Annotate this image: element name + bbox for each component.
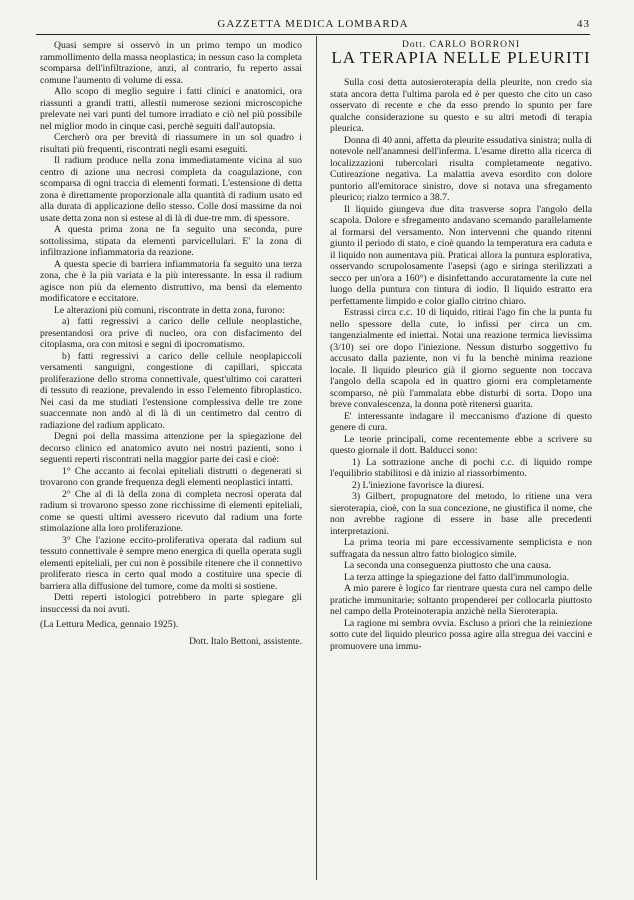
header-rule [36, 34, 590, 35]
page-number: 43 [577, 18, 590, 30]
paragraph: Le alterazioni più comuni, riscontrate in detta zona, furono: [54, 304, 285, 316]
paragraph: Il radium produce nella zona immediatamente vicina al suo centro di azione una necrosi completa da coagulazione, con scomparsa di ogni traccia di elementi formati. L'estensione di detta zona è direttamente proporzionale alla quantità di radium usato ed alla durata di applicazione dello stesso. Colle dosi massime da noi usate detta zona non si estese al di là di due-tre mm. di spessore. [40, 155, 302, 224]
numbered-item: 2° Che al di là della zona di completa necrosi operata dal radium si trovarono spesso zone ricchissime di elementi epiteliali, come se questi ultimi avessero ricevuto dal radium una forte stimolazione alla loro proliferazione. [40, 488, 302, 534]
paragraph: A questa specie di barriera infiammatoria fa seguito una terza zona, che è la più variata e la più interessante. In essa il radium agisce non più da elemento distruttivo, ma bensì da elemento modificatore e eccitatore. [40, 258, 302, 304]
paragraph: Cercherò ora per brevità di riassumere in un sol quadro i risultati più frequenti, riscontrati negli esami eseguiti. [40, 132, 302, 155]
paragraph: A questa prima zona ne fa seguito una seconda, pure sottolissima, stipata da elementi parvicellulari. E' la zona di infiltrazione infiammatoria da reazione. [40, 224, 302, 258]
numbered-item: 3° Che l'azione eccito-proliferativa operata dal radium sul tessuto connettivale è sempre meno energica di quella operata sugli elementi epiteliali, per cui non è possibile ritenere che il connettivo proliferato riesca in certo qual modo a costituire una specie di barriera alla diffusione del tumore, come da molti si sostiene. [40, 534, 302, 592]
journal-title: GAZZETTA MEDICA LOMBARDA [217, 18, 409, 30]
paragraph: Detti reperti istologici potrebbero in parte spiegare gli insuccessi da noi avuti. [40, 592, 302, 615]
paragraph: Estrassi circa c.c. 10 di liquido, ritirai l'ago fin che la punta fu nello spessore della cute, lo infissi per circa un cm. tangenzialmente ed iniettai. Notai una reazione termica lievissima (3/10) sei ore dopo l'iniezione. Nessun disturbo soggettivo fu accusato dalla paziente, non vi fu la benchè minima reazione locale. Il liquido pleurico già il giorno seguente non toccava l'angolo della scapola ed in quattro giorni era completamente scomparso, nè più l'ammalata ebbe disturbi di sorta. Dopo una breve convalescenza, la donna potè ritenersi guarita. [330, 307, 592, 410]
paragraph: Sulla cosi detta autosieroterapia della pleurite, non credo sia stata ancora detta l'ultima parola ed è per questo che cito un caso osservato di recente e che da esso prendo lo spunto per fare qualche considerazione su questo e su altri metodi di terapia pleurica. [330, 77, 592, 134]
paragraph: Il liquido giungeva due dita trasverse sopra l'angolo della scapola. Dolore e sfregamento andavano scemando parallelamente al formarsi del versamento. Non intervenni che quando ritenni giunto il periodo di stato, e cioè quando la temperatura era caduta e il liquido non aumentava più. Praticai allora la puntura esplorativa, osservando scrupolosamente l'asepsi (ago e siringa sterilizzati a secco per un'ora a 160°) e disinfettando accuratamente la cute nel luogo della puntura con tintura di iodio. Il liquido estratto era perfettamente limpido e color giallo citrino chiaro. [330, 203, 592, 307]
right-column [330, 40, 592, 652]
numbered-item: 2) L'iniezione favorisce la diuresi. [352, 479, 485, 491]
paragraph: Allo scopo di meglio seguire i fatti clinici e anatomici, ora riassunti a grandi tratti, allestii numerose sezioni microscopiche prelevate nei vari punti del tumore irradiato e ciò nel più possibile nel miglior modo in cinque casi, perchè seguiti dall'autopsia. [40, 86, 302, 132]
left-column [40, 40, 302, 648]
numbered-item: 1) La sottrazione anche di pochi c.c. di liquido rompe l'equilibrio stabilitosi e dà inizio al riassorbimento. [330, 456, 592, 479]
list-item: b) fatti regressivi a carico delle cellule neoplapiccoli versamenti sanguigni, congestione di capillari, spiccata proliferazione dello stroma connettivale, quest'ultimo coi caratteri di tessuto di reazione, prevalendo in esso l'elemento fibroplastico. Nei casi da me studiati l'estensione complessiva delle tre zone suaccennate non andò al di là di un centimetro dal centro di radiazione del radium applicato. [40, 350, 302, 431]
paragraph: E' interessante indagare il meccanismo d'azione di questo genere di cura. [330, 410, 592, 433]
paragraph: La prima teoria mi pare eccessivamente semplicista e non suffragata da nessun altro fatto biologico simile. [330, 537, 592, 560]
paragraph: La ragione mi sembra ovvia. Escluso a priori che la reiniezione sotto cute del liquido pleurico possa agire alla stregua dei vaccini e promuovere una immu- [330, 617, 592, 652]
article-author: Dott. CARLO BORRONI [402, 40, 520, 50]
citation: (La Lettura Medica, gennaio 1925). [40, 619, 179, 630]
paragraph: Quasi sempre si osservò in un primo tempo un modico rammollimento della massa neoplastica; in nessun caso la completa scomparsa dell'infiltrazione, anzi, al contrario, fu reperto assai comune l'aumento di volume di essa. [40, 40, 302, 86]
article-title: LA TERAPIA NELLE PLEURITI [331, 47, 591, 67]
paragraph: Degni poi della massima attenzione per la spiegazione del decorso clinico ed anatomico avuto nei nostri pazienti, sono i seguenti reperti riscontrati nella maggior parte dei casi e cioè: [40, 431, 302, 465]
paragraph: La terza attinge la spiegazione del fatto dall'immunologia. [344, 571, 570, 583]
list-item: a) fatti regressivi a carico delle cellule neoplastiche, presentandosi ora prive di nucleo, ora con disfacimento del citoplasma, ora con mitosi e segni di ipocromatismo. [40, 316, 302, 350]
signature: Dott. Italo Bettoni, assistente. [189, 636, 302, 647]
paragraph: Donna di 40 anni, affetta da pleurite essudativa sinistra; nulla di notevole nell'anamnesi dell'inferma. L'esame diretto alla ricerca di localizzazioni tubercolari risulta completamente negativo. Cutireazione negativa. La malattia aveva esordito con dolore puntorio all'emitorace sinistro, dove si notava una sfregamento pleurico; rialzo termico a 38.7. [330, 134, 592, 203]
numbered-item: 1° Che accanto ai fecolai epiteliali distrutti o degenerati si trovarono con grande frequenza degli elementi neoplastici intatti. [40, 465, 302, 488]
numbered-item: 3) Gilbert, propugnatore del metodo, lo ritiene una vera sieroterapia, cioè, con la sua concezione, ne giustifica il nome, che non avrebbe ragione di essere in base alle precedenti interpretazioni. [330, 491, 592, 537]
paragraph: Le teorie principali, come recentemente ebbe a scrivere su questo giornale il dott. Balducci sono: [330, 433, 592, 456]
running-header [36, 18, 590, 34]
paragraph: La seconda una conseguenza piuttosto che una causa. [344, 560, 552, 571]
paragraph: A mio parere è logico far rientrare questa cura nel campo delle pratiche immunitarie; soltanto propenderei per collocarla piuttosto nel campo della Proteinoterapia anzichè nella Sieroterapia. [330, 583, 592, 617]
column-divider [316, 36, 317, 880]
